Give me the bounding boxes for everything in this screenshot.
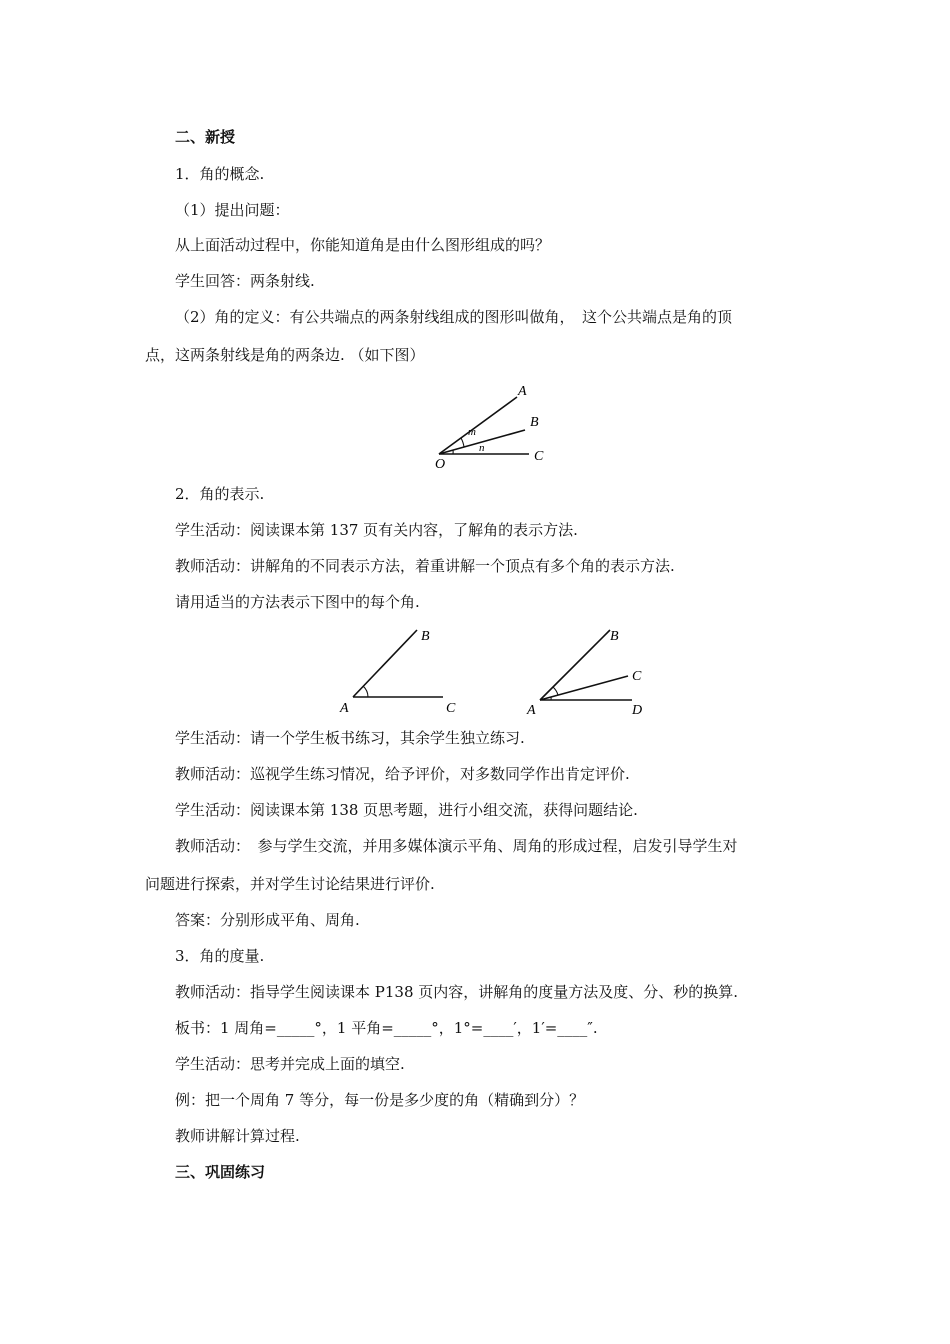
activity-student-discussion: 学生活动：阅读课本第 138 页思考题，进行小组交流，获得问题结论. [175,801,638,819]
arc-bac [553,687,558,695]
angle-figure-bacd [522,620,662,720]
ray-ab [353,630,417,697]
concept-question-label: （1）提出问题： [175,201,290,219]
measure-board-fill-in: 板书：1 周角=_____°，1 平角=_____°，1°=____′，1′=____″. [175,1019,598,1037]
point-label-a: A [527,703,536,718]
measure-teacher-activity: 教师活动：指导学生阅读课本 P138 页内容，讲解角的度量方法及度、分、秒的换算. [175,983,739,1001]
concept-question-text: 从上面活动过程中，你能知道角是由什么图形组成的吗？ [175,236,551,254]
point-label-c: C [632,669,642,684]
representation-prompt: 请用适当的方法表示下图中的每个角. [175,593,420,611]
concept-student-answer: 学生回答：两条射线. [175,272,315,290]
activity-teacher-participate-line2: 问题进行探索，并对学生讨论结果进行评价. [145,875,435,893]
point-label-a: A [340,701,349,716]
section-heading-new-lesson: 二、新授 [175,128,236,146]
activity-student-board: 学生活动：请一个学生板书练习，其余学生独立练习. [175,729,525,747]
angle-definition-line1: （2）角的定义：有公共端点的两条射线组成的图形叫做角， 这个公共端点是角的顶 [175,308,733,326]
point-label-b: B [421,629,430,644]
activity-answer: 答案：分别形成平角、周角. [175,911,360,929]
activity-teacher-participate-line1: 教师活动： 参与学生交流，并用多媒体演示平角、周角的形成过程，启发引导学生对 [175,837,738,855]
activity-teacher-patrol: 教师活动：巡视学生练习情况，给予评价，对多数同学作出肯定评价. [175,765,630,783]
measure-example: 例：把一个周角 7 等分，每一份是多少度的角（精确到分）？ [175,1091,585,1109]
angle-label-n: n [479,442,485,454]
point-label-b: B [530,415,539,430]
point-label-c: C [534,449,544,464]
point-label-c: C [446,701,456,716]
arc-m [461,438,464,447]
representation-teacher-activity: 教师活动：讲解角的不同表示方法，着重讲解一个顶点有多个角的表示方法. [175,557,675,575]
representation-heading: 2．角的表示. [175,485,265,503]
measure-teacher-explain: 教师讲解计算过程. [175,1127,300,1145]
concept-heading: 1．角的概念. [175,165,265,183]
angle-label-m: m [468,426,476,438]
point-label-b: B [610,629,619,644]
angle-definition-line2: 点，这两条射线是角的两条边. （如下图） [145,346,425,364]
representation-student-activity: 学生活动：阅读课本第 137 页有关内容，了解角的表示方法. [175,521,578,539]
point-label-o: O [435,457,446,470]
ray-ac [540,676,628,700]
ray-ab [540,630,610,700]
arc-a [363,686,368,697]
point-label-d: D [632,703,643,718]
point-label-a: A [518,384,527,399]
angle-figure-aob [425,380,565,470]
measure-student-activity: 学生活动：思考并完成上面的填空. [175,1055,405,1073]
measure-heading: 3．角的度量. [175,947,265,965]
section-heading-consolidation: 三、巩固练习 [175,1163,266,1181]
angle-figure-bac [335,622,465,717]
ray-oa [439,397,517,454]
